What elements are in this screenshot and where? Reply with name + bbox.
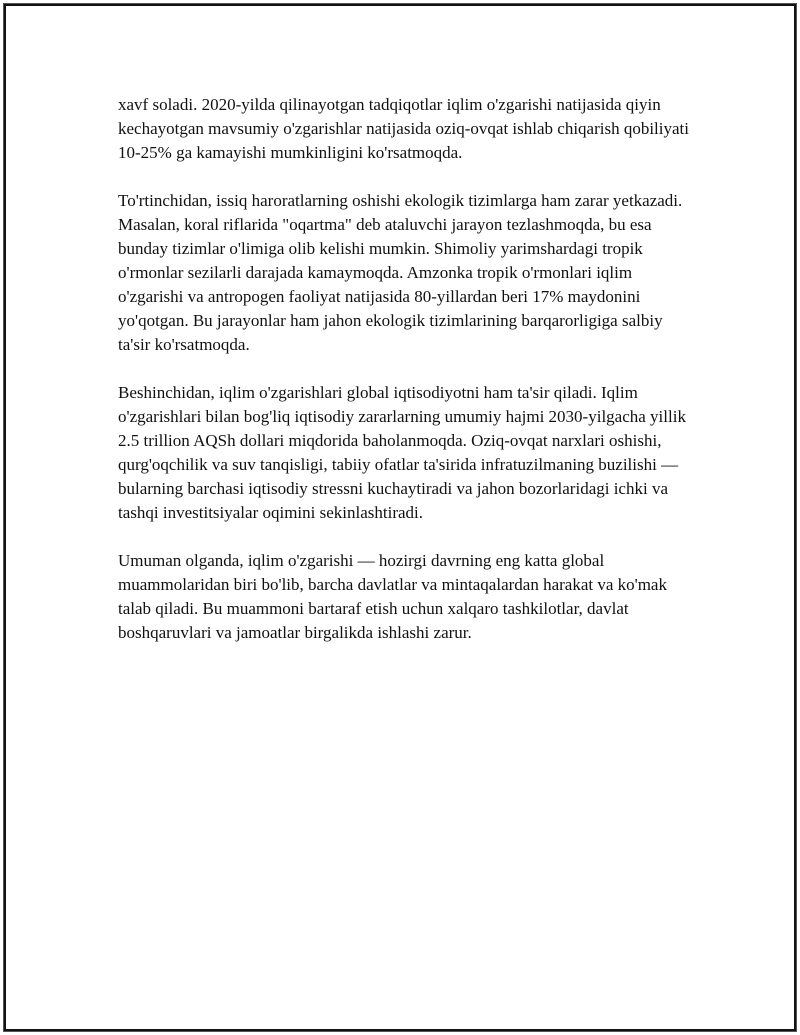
paragraph-economy: Beshinchidan, iqlim o'zgarishlari global iqtisodiyotni ham ta'sir qiladi. Iqlim o'zgarishlari bilan bog'liq iqtisodiy zararlarning umumiy hajmi 2030-yilgacha yillik 2.5 trillion AQSh dollari miqdorida baholanmoqda. Oziq-ovqat narxlari oshishi, qurg'oqchilik va suv tanqisligi, tabiiy ofatlar ta'sirida infratuzilmaning buzilishi — bularning barchasi iqtisodiy stressni kuchaytiradi va jahon bozorlaridagi ichki va tashqi investitsiyalar oqimini sekinlashtiradi. bbox=[118, 383, 686, 522]
document-body bbox=[118, 93, 693, 669]
paragraph-food-production: xavf soladi. 2020-yilda qilinayotgan tadqiqotlar iqlim o'zgarishi natijasida qiyin kechayotgan mavsumiy o'zgarishlar natijasida oziq-ovqat ishlab chiqarish qobiliyati 10-25% ga kamayishi mumkinligini ko'rsatmoqda. bbox=[118, 95, 689, 162]
paragraph-conclusion: Umuman olganda, iqlim o'zgarishi — hozirgi davrning eng katta global muammolaridan biri bo'lib, barcha davlatlar va mintaqalardan harakat va ko'mak talab qiladi. Bu muammoni bartaraf etish uchun xalqaro tashkilotlar, davlat boshqaruvlari va jamoatlar birgalikda ishlashi zarur. bbox=[118, 551, 667, 642]
paragraph-ecosystems: To'rtinchidan, issiq haroratlarning oshishi ekologik tizimlarga ham zarar yetkazadi. Masalan, koral riflarida "oqartma" deb ataluvchi jarayon tezlashmoqda, bu esa bunday tizimlar o'limiga olib kelishi mumkin. Shimoliy yarimshardagi tropik o'rmonlar sezilarli darajada kamaymoqda. Amzonka tropik o'rmonlari iqlim o'zgarishi va antropogen faoliyat natijasida 80-yillardan beri 17% maydonini yo'qotgan. Bu jarayonlar ham jahon ekologik tizimlarining barqarorligiga salbiy ta'sir ko'rsatmoqda. bbox=[118, 191, 683, 354]
